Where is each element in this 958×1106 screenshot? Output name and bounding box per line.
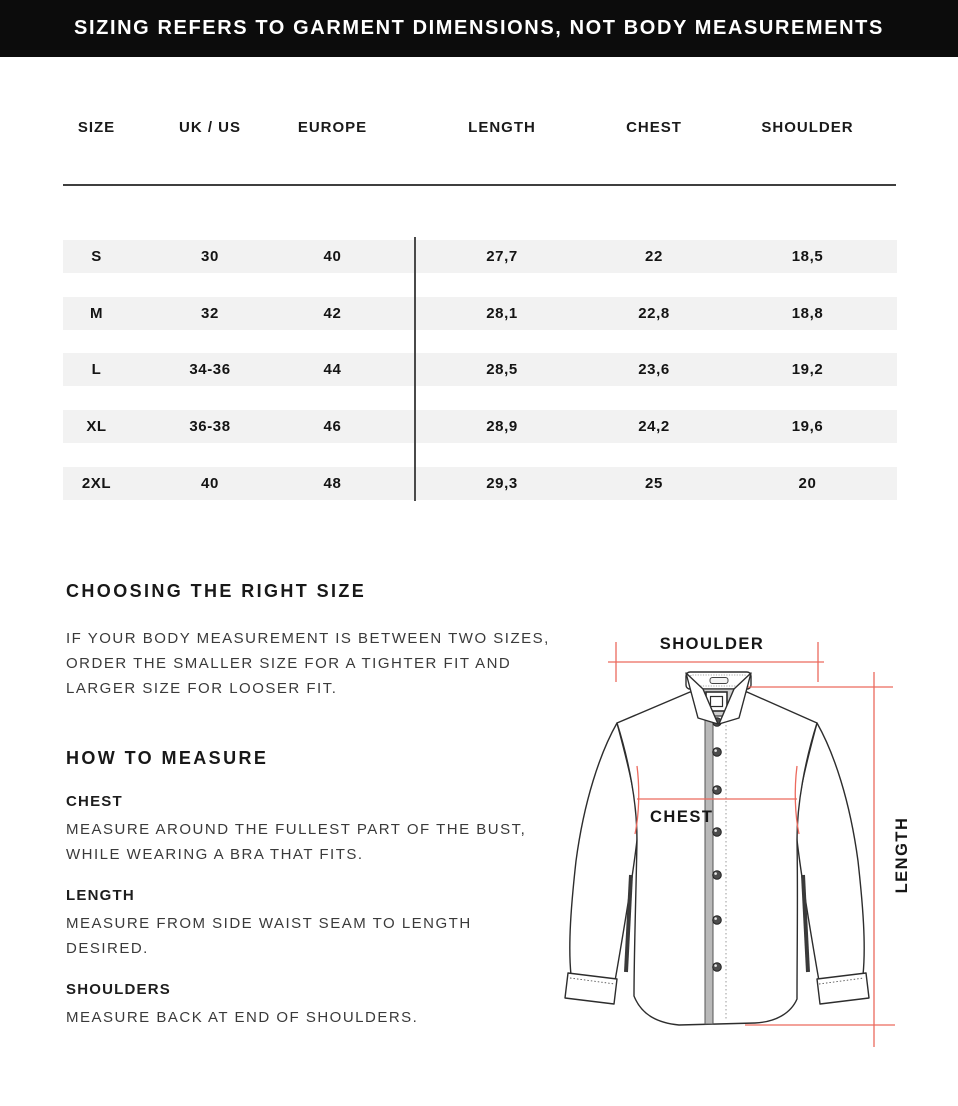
length-label: LENGTH: [893, 816, 911, 894]
shirt-diagram-svg: [555, 625, 955, 1065]
cell-shoulder: 19,6: [791, 418, 824, 435]
cell-europe: 46: [323, 418, 342, 435]
paragraph-line: MEASURE AROUND THE FULLEST PART OF THE BUST,: [66, 821, 527, 838]
column-header-shoulder: SHOULDER: [761, 119, 854, 136]
cell-shoulder: 20: [798, 475, 817, 492]
shirt-outline: [565, 692, 869, 1025]
table-row-s: [63, 240, 897, 273]
cell-length: 27,7: [486, 248, 518, 265]
cell-shoulder: 18,5: [791, 248, 824, 265]
size-guide-text: [66, 575, 566, 1050]
cell-uk-us: 36-38: [189, 418, 231, 435]
notice-banner-text: SIZING REFERS TO GARMENT DIMENSIONS, NOT BODY MEASUREMENTS: [74, 17, 884, 39]
button: [713, 786, 722, 795]
button: [713, 748, 722, 757]
button: [713, 963, 722, 972]
notice-banner: [0, 0, 958, 57]
cell-uk-us: 40: [201, 475, 219, 492]
cell-chest: 22,8: [638, 305, 670, 322]
choosing-size-paragraph: [66, 626, 566, 701]
cell-chest: 25: [645, 475, 663, 492]
cell-europe: 42: [323, 305, 342, 322]
size-table-header: [63, 118, 897, 138]
cell-shoulder: 18,8: [791, 305, 824, 322]
shirt-body: [617, 692, 817, 1025]
table-row-m: [63, 297, 897, 330]
button: [713, 828, 722, 837]
measure-item-text: [66, 911, 566, 961]
column-header-size: SIZE: [77, 119, 116, 136]
left-cuff: [565, 973, 617, 1004]
right-cuff: [817, 973, 869, 1004]
paragraph-line: DESIRED.: [66, 940, 149, 957]
cell-uk-us: 30: [201, 248, 219, 265]
cell-shoulder: 19,2: [791, 361, 824, 378]
cell-uk-us: 34-36: [189, 361, 231, 378]
column-gap: [375, 118, 414, 138]
button-placket: [705, 713, 713, 1024]
paragraph-line: MEASURE BACK AT END OF SHOULDERS.: [66, 1009, 419, 1026]
cell-chest: 23,6: [638, 361, 670, 378]
chest-label: CHEST: [650, 808, 714, 826]
cell-europe: 40: [323, 248, 342, 265]
cell-size: XL: [86, 418, 107, 435]
cell-size: M: [89, 305, 104, 322]
paragraph-line: ORDER THE SMALLER SIZE FOR A TIGHTER FIT AND: [66, 655, 512, 672]
measure-item-label: CHEST: [66, 793, 123, 810]
measure-item-chest: [66, 793, 566, 867]
measure-item-label: SHOULDERS: [66, 981, 171, 998]
table-row-2xl: [63, 467, 897, 500]
cell-uk-us: 32: [201, 305, 219, 322]
cell-europe: 48: [323, 475, 342, 492]
cell-size: S: [91, 248, 102, 265]
paragraph-line: IF YOUR BODY MEASUREMENT IS BETWEEN TWO SIZES,: [66, 630, 550, 647]
how-to-measure-heading: HOW TO MEASURE: [66, 748, 269, 768]
button: [713, 916, 722, 925]
column-header-uk-us: UK / US: [178, 119, 241, 136]
column-header-europe: EUROPE: [297, 119, 368, 136]
cell-chest: 24,2: [638, 418, 670, 435]
button: [713, 871, 722, 880]
shoulder-label: SHOULDER: [659, 635, 765, 653]
measure-item-text: [66, 817, 566, 867]
table-row-l: [63, 353, 897, 386]
cell-size: 2XL: [81, 475, 112, 492]
measure-item-length: [66, 887, 566, 961]
table-column-divider: [414, 237, 416, 501]
choosing-size-heading: CHOOSING THE RIGHT SIZE: [66, 581, 367, 601]
table-row-xl: [63, 410, 897, 443]
hanger-loop: [710, 678, 728, 684]
measure-item-shoulders: [66, 981, 566, 1030]
column-header-chest: CHEST: [626, 119, 682, 136]
cell-chest: 22: [645, 248, 663, 265]
header-rule: [63, 184, 896, 186]
cell-length: 28,1: [486, 305, 518, 322]
cell-size: L: [91, 361, 102, 378]
paragraph-line: WHILE WEARING A BRA THAT FITS.: [66, 846, 364, 863]
paragraph-line: LARGER SIZE FOR LOOSER FIT.: [66, 680, 338, 697]
measure-item-label: LENGTH: [66, 887, 135, 904]
measure-item-text: [66, 1005, 566, 1030]
paragraph-line: MEASURE FROM SIDE WAIST SEAM TO LENGTH: [66, 915, 472, 932]
shirt-diagram: [555, 625, 955, 1065]
cell-length: 28,9: [486, 418, 518, 435]
cell-length: 29,3: [486, 475, 518, 492]
cell-length: 28,5: [486, 361, 518, 378]
cell-europe: 44: [323, 361, 342, 378]
column-header-length: LENGTH: [468, 119, 536, 136]
